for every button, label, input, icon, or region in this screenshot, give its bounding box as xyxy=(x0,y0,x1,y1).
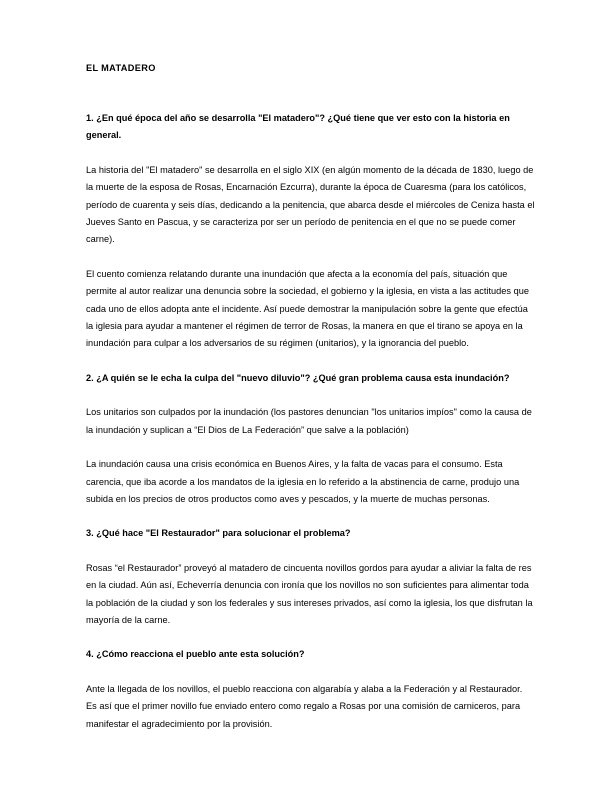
spacer xyxy=(86,145,535,162)
answer-paragraph-2b: La inundación causa una crisis económica en Buenos Aires, y la falta de vacas para el consumo. Esta carencia, que iba acorde a los mandatos de la iglesia en lo referido a la abstinencia de carne, produjo una subida en los precios de otros productos como aves y pescados, y la muerte de muchas personas. xyxy=(86,459,520,504)
spacer xyxy=(86,508,535,525)
spacer-after-title xyxy=(86,74,535,110)
question-heading-1: 1. ¿En qué época del año se desarrolla "El matadero"? ¿Qué tiene que ver esto con la historia en general. xyxy=(86,113,510,141)
spacer xyxy=(86,439,535,456)
question-heading-2: 2. ¿A quién se le echa la culpa del "nuevo diluvio"? ¿Qué gran problema causa esta inundación? xyxy=(86,372,510,383)
answer-paragraph-2a: Los unitarios son culpados por la inundación (los pastores denuncian "los unitarios impíos" como la causa de la inundación y suplican a “El Dios de La Federación” que salve a la población) xyxy=(86,407,532,435)
answer-paragraph-1b: El cuento comienza relatando durante una inundación que afecta a la economía del país, situación que permite al autor realizar una denuncia sobre la sociedad, el gobierno y la iglesia, en vista a las actitudes que cada uno de ellos adopta ante el incidente. Así puede demostrar la manipulación sobre la gente que efectúa la iglesia para ayudar a mantener el régimen de terror de Rosas, la manera en que el tirano se apoya en la inundación para culpar a los adversarios de su régimen (unitarios), y la ignorancia del pueblo. xyxy=(86,268,529,349)
question-heading-4: 4. ¿Cómo reacciona el pueblo ante esta solución? xyxy=(86,649,305,660)
spacer xyxy=(86,387,535,404)
spacer xyxy=(86,629,535,646)
answer-paragraph-4: Ante la llegada de los novillos, el pueblo reacciona con algarabía y alaba a la Federación y al Restaurador. Es así que el primer novillo fue enviado entero como regalo a Rosas por una comisión de carniceros, para manifestar el agradecimiento por la provisión. xyxy=(86,683,523,729)
question-heading-3: 3. ¿Qué hace "El Restaurador" para solucionar el problema? xyxy=(86,528,351,539)
spacer xyxy=(86,353,535,370)
spacer xyxy=(86,664,535,681)
page-title: EL MATADERO xyxy=(86,63,156,73)
spacer xyxy=(86,249,535,266)
answer-paragraph-1a: La historia del "El matadero" se desarrolla en el siglo XIX (en algún momento de la década de 1830, luego de la muerte de la esposa de Rosas, Encarnación Ezcurra), durante la época de Cuaresma (para los católicos, período de cuarenta y seis días, dedicando a la penitencia, que abarca desde el miércoles de Ceniza hasta el Jueves Santo en Pascua, y se caracteriza por ser un período de penitencia en el que no se puede comer carne). xyxy=(86,164,535,245)
answer-paragraph-3: Rosas “el Restaurador” proveyó al matadero de cincuenta novillos gordos para ayudar a aliviar la falta de res en la ciudad. Aún así, Echeverría denuncia con ironía que los novillos no son suficientes para alimentar toda la población de la ciudad y son los federales y sus intereses privados, así como la iglesia, los que disfrutan la mayoría de la carne. xyxy=(86,562,533,625)
spacer xyxy=(86,543,535,560)
